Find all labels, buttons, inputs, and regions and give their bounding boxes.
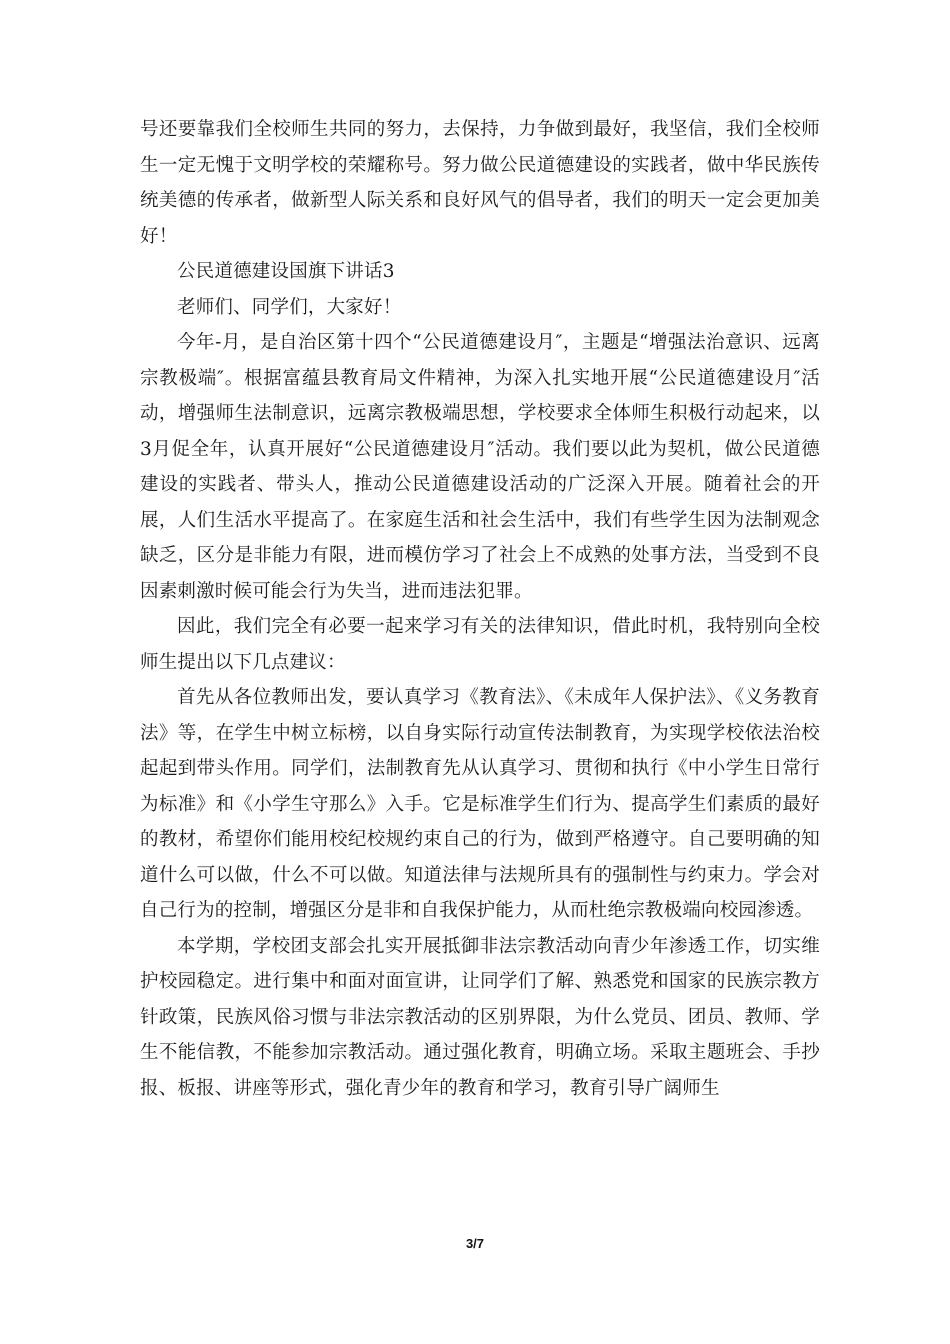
section-heading: 公民道德建设国旗下讲话3	[177, 261, 395, 282]
greeting-paragraph: 老师们、同学们，大家好！	[177, 296, 402, 318]
paragraph: 本学期，学校团支部会扎实开展抵御非法宗教活动向青少年渗透工作，切实维护校园稳定。进行集中和面对面宣讲，让同学们了解、熟悉党和国家的民族宗教方针政策，民族风俗习惯与非法宗教活动的区别界限，为什么党员、团员、教师、学生不能信教，不能参加宗教活动。通过强化教育，明确立场。采取主题班会、手抄报、板报、讲座等形式，强化青少年的教育和学习，教育引导广阔师生	[140, 935, 820, 1099]
paragraph: 首先从各位教师出发，要认真学习《教育法》、《未成年人保护法》、《义务教育法》等，在学生中树立标榜，以自身实际行动宣传法制教育，为实现学校依法治校起起到带头作用。同学们，法制教育先从认真学习、贯彻和执行《中小学生日常行为标准》和《小学生守那么》入手。它是标准学生们行为、提高学生们素质的最好的教材，希望你们能用校纪校规约束自己的行为，做到严格遵守。自己要明确的知道什么可以做，什么不可以做。知道法律与法规所具有的强制性与约束力。学会对自己行为的控制，增强区分是非和自我保护能力，从而杜绝宗教极端向校园渗透。	[140, 687, 820, 921]
paragraph: 因此，我们完全有必要一起来学习有关的法律知识，借此时机，我特别向全校师生提出以下几点建议：	[140, 616, 820, 673]
paragraph-continuation: 号还要靠我们全校师生共同的努力，去保持，力争做到最好，我坚信，我们全校师生一定无愧于文明学校的荣耀称号。努力做公民道德建设的实践者，做中华民族传统美德的传承者，做新型人际关系和良好风气的倡导者，我们的明天一定会更加美好！	[140, 119, 820, 247]
paragraph: 今年-月，是自治区第十四个“公民道德建设月″，主题是“增强法治意识、远离宗教极端″。根据富蕴县教育局文件精神，为深入扎实地开展“公民道德建设月″活动，增强师生法制意识，远离宗教极端思想，学校要求全体师生积极行动起来，以3月促全年，认真开展好“公民道德建设月″活动。我们要以此为契机，做公民道德建设的实践者、带头人，推动公民道德建设活动的广泛深入开展。随着社会的开展，人们生活水平提高了。在家庭生活和社会生活中，我们有些学生因为法制观念缺乏，区分是非能力有限，进而模仿学习了社会上不成熟的处事方法，当受到不良因素刺激时候可能会行为失当，进而违法犯罪。	[140, 332, 820, 602]
page-number: 3/7	[465, 1236, 485, 1251]
body-text	[140, 112, 820, 1106]
